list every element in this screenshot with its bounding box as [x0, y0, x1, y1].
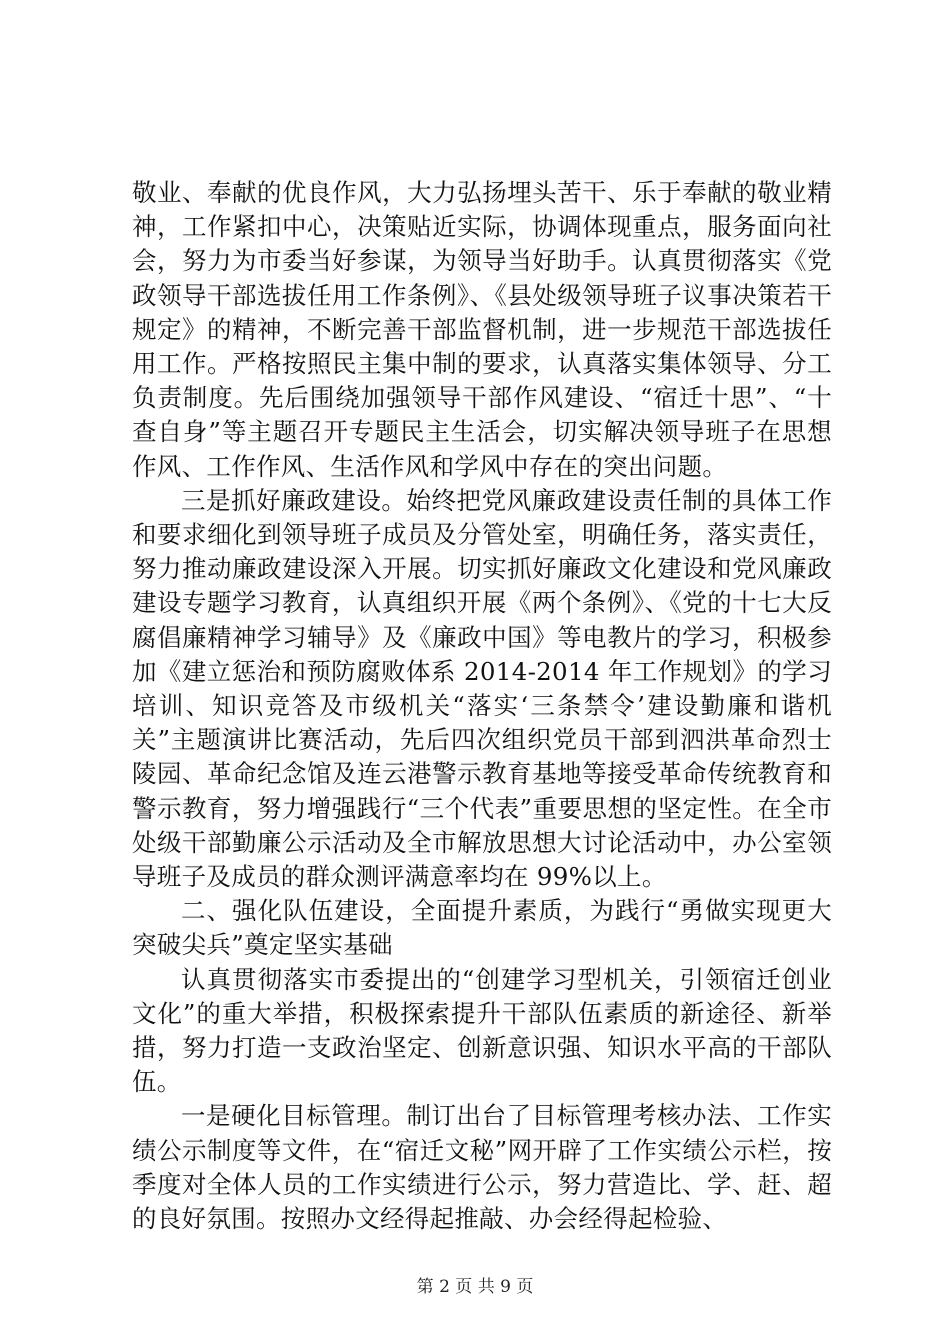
paragraph-4: 一是硬化目标管理。制订出台了目标管理考核办法、工作实绩公示制度等文件，在“宿迁文秘”网开辟了工作实绩公示栏，按季度对全体人员的工作实绩进行公示，努力营造比、学、赶、超的良好氛围。按照办文经得起推敲、办会经得起检验、: [132, 1101, 832, 1234]
paragraph-3: 认真贯彻落实市委提出的“创建学习型机关，引领宿迁创业文化”的重大举措，积极探索提升干部队伍素质的新途径、新举措，努力打造一支政治坚定、创新意识强、知识水平高的干部队伍。: [132, 964, 832, 1097]
section-heading: 二、强化队伍建设，全面提升素质，为践行“勇做实现更大突破尖兵”奠定坚实基础: [132, 896, 832, 960]
page-number-footer: 第 2 页 共 9 页: [416, 1277, 534, 1297]
paragraph-1: 敬业、奉献的优良作风，大力弘扬埋头苦干、乐于奉献的敬业精神，工作紧扣中心，决策贴近实际，协调体现重点，服务面向社会，努力为市委当好参谋，为领导当好助手。认真贯彻落实《党政领导干部选拔任用工作条例》、《县处级领导班子议事决策若干规定》的精神，不断完善干部监督机制，进一步规范干部选拔任用工作。严格按照民主集中制的要求，认真落实集体领导、分工负责制度。先后围绕加强领导干部作风建设、“宿迁十思”、“十查自身”等主题召开专题民主生活会，切实解决领导班子在思想作风、工作作风、生活作风和学风中存在的突出问题。: [132, 178, 832, 481]
paragraph-2: 三是抓好廉政建设。始终把党风廉政建设责任制的具体工作和要求细化到领导班子成员及分管处室，明确任务，落实责任，努力推动廉政建设深入开展。切实抓好廉政文化建设和党风廉政建设专题学习教育，认真组织开展《两个条例》、《党的十七大反腐倡廉精神学习辅导》及《廉政中国》等电教片的学习，积极参加《建立惩治和预防腐败体系 2014-2014 年工作规划》的学习培训、知识竞答及市级机关“落实‘三条禁令’建设勤廉和谐机关”主题演讲比赛活动，先后四次组织党员干部到泗洪革命烈士陵园、革命纪念馆及连云港警示教育基地等接受革命传统教育和警示教育，努力增强践行“三个代表”重要思想的坚定性。在全市处级干部勤廉公示活动及全市解放思想大讨论活动中，办公室领导班子及成员的群众测评满意率均在 99%以上。: [132, 485, 833, 892]
document-body: [132, 176, 832, 1236]
